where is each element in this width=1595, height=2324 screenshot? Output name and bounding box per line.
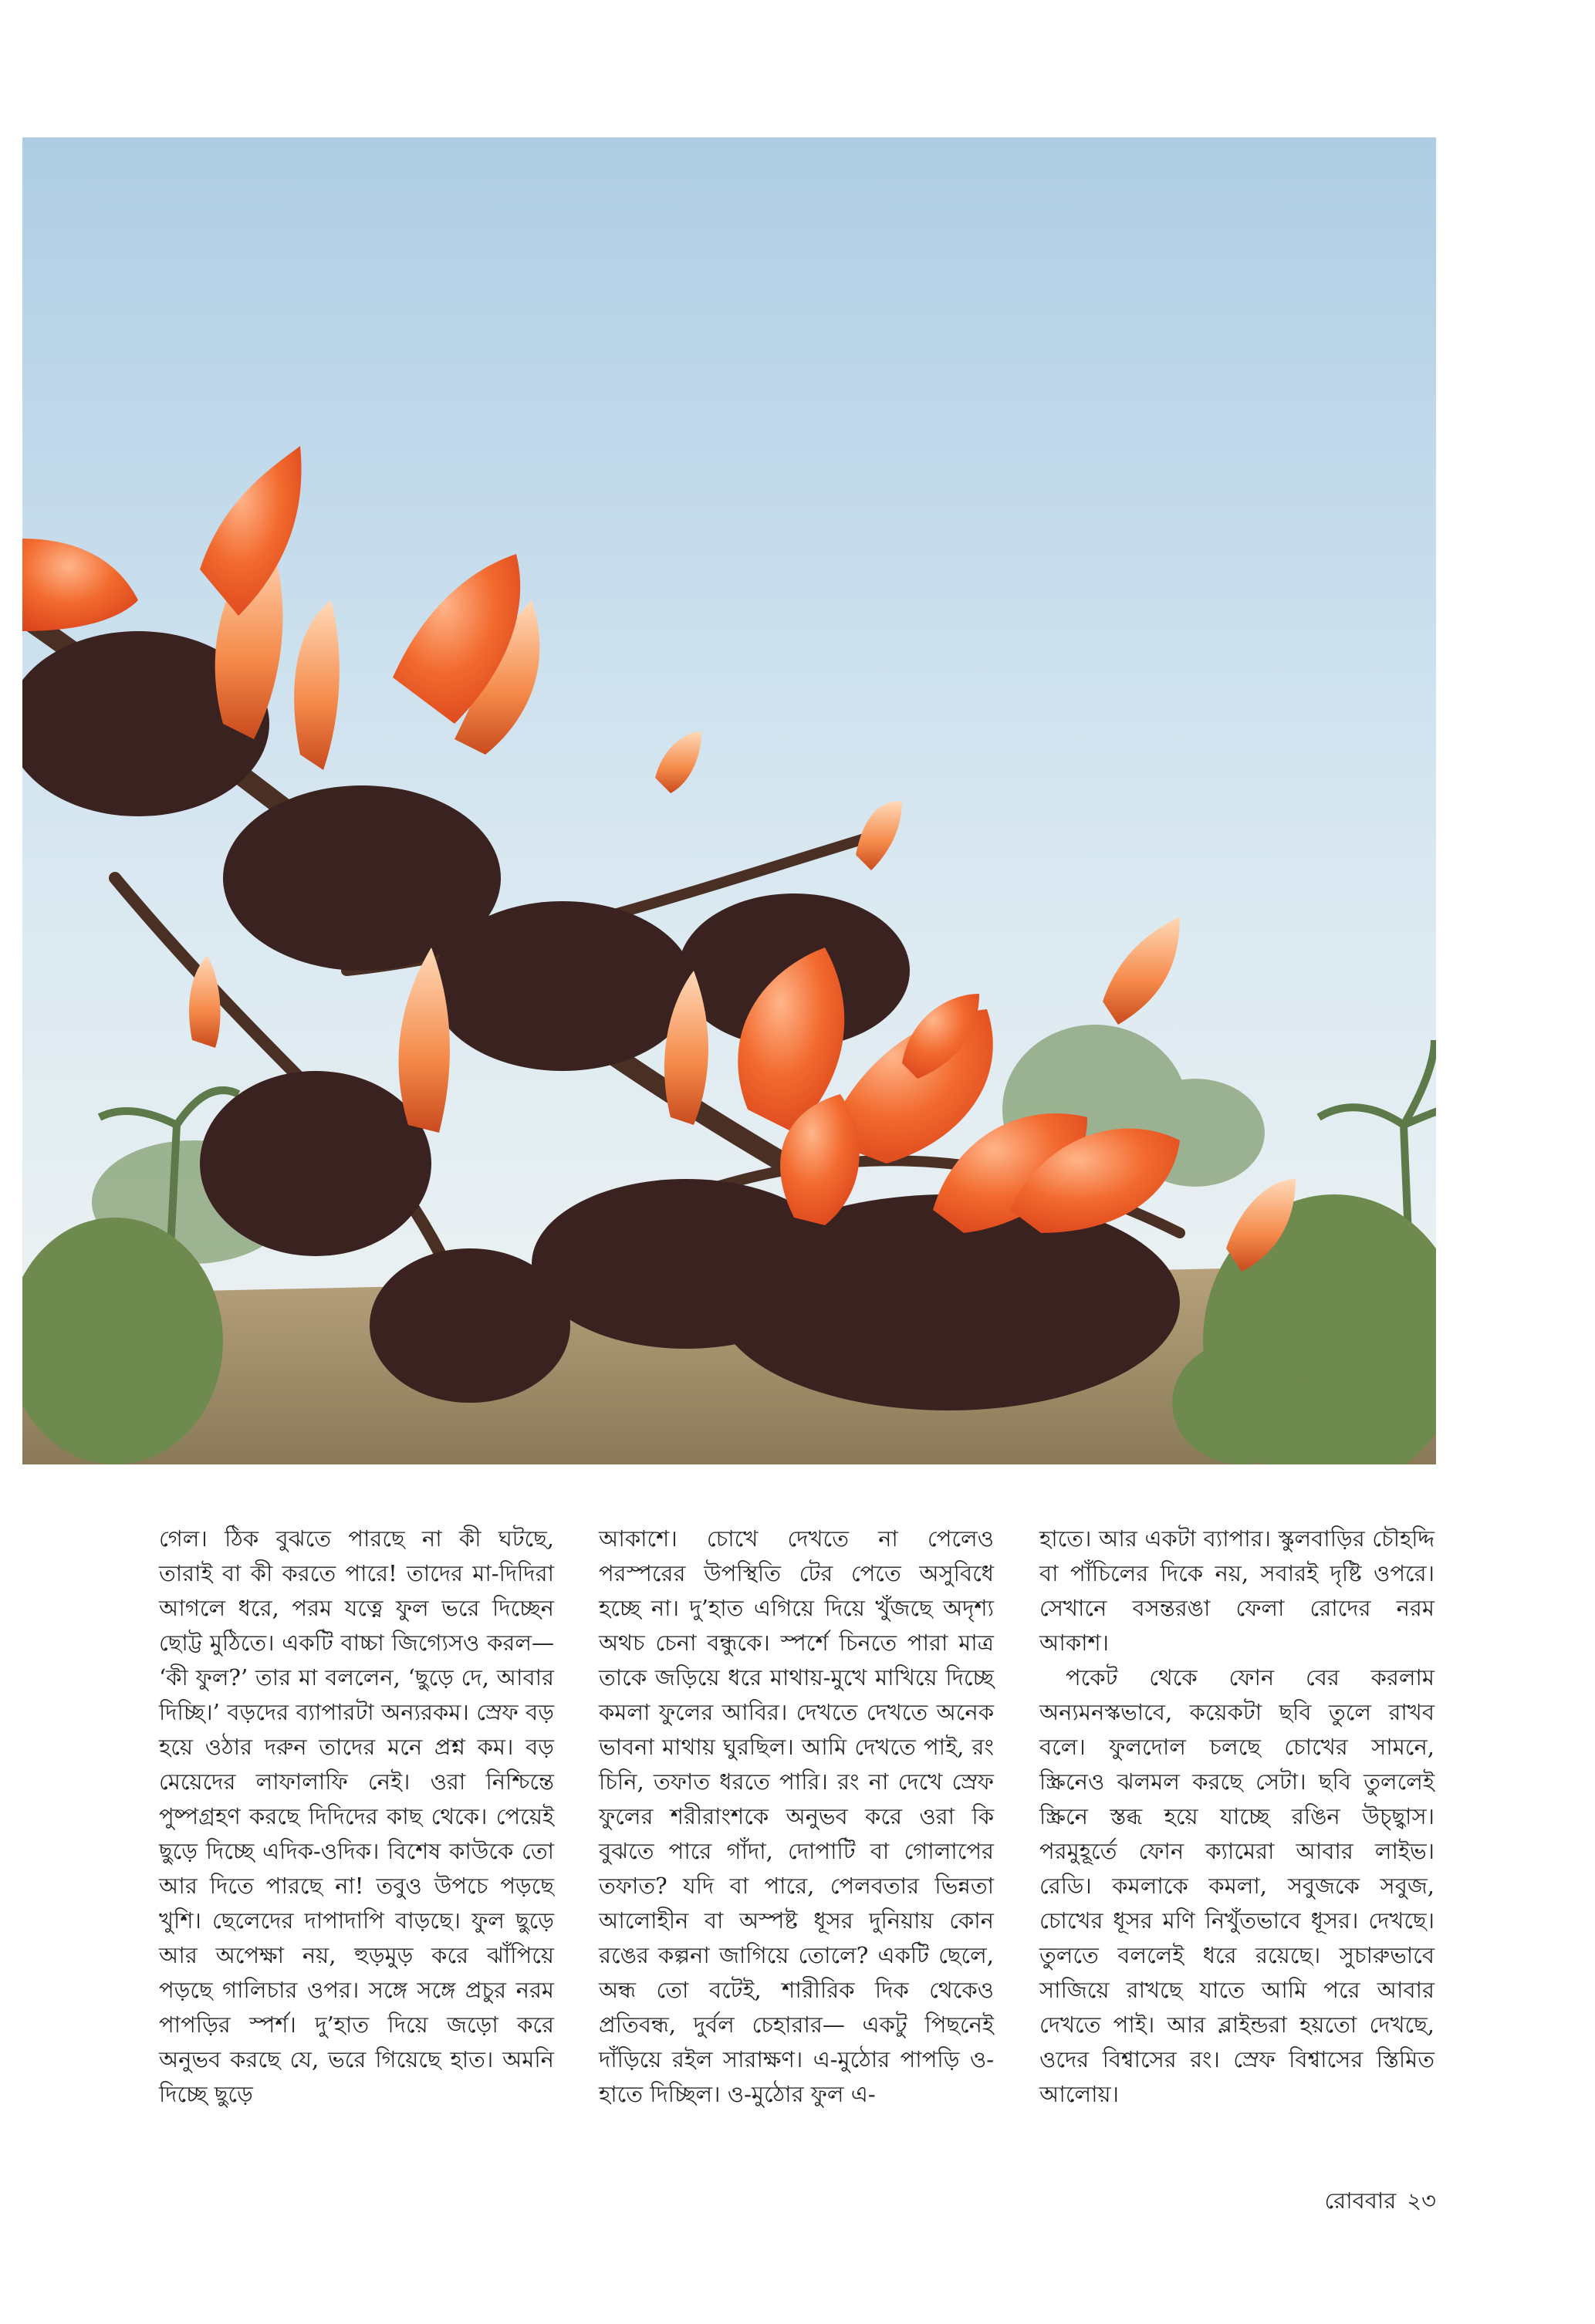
text-column-1	[159, 1522, 554, 2112]
text-column-2	[599, 1522, 994, 2112]
column-1-paragraph: গেল। ঠিক বুঝতে পারছে না কী ঘটছে, তারাই বা কী করতে পারে! তাদের মা-দিদিরা আগলে ধরে, পরম যত্নে ফুল ভরে দিচ্ছেন ছোট্ট মুঠিতে। একটি বাচ্চা জিগ্যেসও করল— ‘কী ফুল?’ তার মা বললেন, ‘ছুড়ে দে, আবার দিচ্ছি।’ বড়দের ব্যাপারটা অন্যরকম। স্রেফ বড় হয়ে ওঠার দরুন তাদের মনে প্রশ্ন কম। বড় মেয়েদের লাফালাফি নেই। ওরা নিশ্চিন্তে পুষ্পগ্রহণ করছে দিদিদের কাছ থেকে। পেয়েই ছুড়ে দিচ্ছে এদিক-ওদিক। বিশেষ কাউকে তো আর দিতে পারছে না! তবুও উপচে পড়ছে খুশি। ছেলেদের দাপাদাপি বাড়ছে। ফুল ছুড়ে আর অপেক্ষা নয়, হুড়মুড় করে ঝাঁপিয়ে পড়ছে গালিচার ওপর। সঙ্গে সঙ্গে প্রচুর নরম পাপড়ির স্পর্শ। দু’হাত দিয়ে জড়ো করে অনুভব করছে যে, ভরে গিয়েছে হাত। অমনি দিচ্ছে ছুড়ে	[159, 1525, 554, 2107]
column-3-paragraph-1: হাতে। আর একটা ব্যাপার। স্কুলবাড়ির চৌহদ্দি বা পাঁচিলের দিকে নয়, সবারই দৃষ্টি ওপরে। সেখানে বসন্তরঙা ফেলা রোদের নরম আকাশ।	[1039, 1525, 1434, 1656]
column-2-paragraph: আকাশে। চোখে দেখতে না পেলেও পরস্পরের উপস্থিতি টের পেতে অসুবিধে হচ্ছে না। দু’হাত এগিয়ে দিয়ে খুঁজছে অদৃশ্য অথচ চেনা বন্ধুকে। স্পর্শে চিনতে পারা মাত্র তাকে জড়িয়ে ধরে মাথায়-মুখে মাখিয়ে দিচ্ছে কমলা ফুলের আবির। দেখতে দেখতে অনেক ভাবনা মাথায় ঘুরছিল। আমি দেখতে পাই, রং চিনি, তফাত ধরতে পারি। রং না দেখে স্রেফ ফুলের শরীরাংশকে অনুভব করে ওরা কি বুঝতে পারে গাঁদা, দোপাটি বা গোলাপের তফাত? যদি বা পারে, পেলবতার ভিন্নতা আলোহীন বা অস্পষ্ট ধূসর দুনিয়ায় কোন রঙের কল্পনা জাগিয়ে তোলে? একটি ছেলে, অন্ধ তো বটেই, শারীরিক দিক থেকেও প্রতিবন্ধ, দুর্বল চেহারার— একটু পিছনেই দাঁড়িয়ে রইল সারাক্ষণ। এ-মুঠোর পাপড়ি ও-হাতে দিচ্ছিল। ও-মুঠোর ফুল এ-	[599, 1525, 994, 2107]
article-photo	[22, 137, 1436, 1464]
page-number: ২৩	[1407, 2187, 1436, 2214]
column-3-paragraph-2: পকেট থেকে ফোন বের করলাম অন্যমনস্কভাবে, কয়েকটা ছবি তুলে রাখব বলে। ফুলদোল চলছে চোখের সামনে, স্ক্রিনেও ঝলমল করছে সেটা। ছবি তুললেই স্ক্রিনে স্তব্ধ হয়ে যাচ্ছে রঙিন উচ্ছ্বাস। পরমুহূর্তে ফোন ক্যামেরা আবার লাইভ। রেডি। কমলাকে কমলা, সবুজকে সবুজ, চোখের ধূসর মণি নিখুঁতভাবে ধূসর। দেখছে। তুলতে বললেই ধরে রয়েছে। সুচারুভাবে সাজিয়ে রাখছে যাতে আমি পরে আবার দেখতে পাই। আর ব্লাইন্ডরা হয়তো দেখছে, ওদের বিশ্বাসের রং। স্রেফ বিশ্বাসের স্তিমিত আলোয়।	[1039, 1664, 1434, 2107]
magazine-name: রোববার	[1324, 2187, 1397, 2214]
page-footer	[1314, 2185, 1437, 2216]
text-column-3	[1039, 1522, 1434, 2112]
